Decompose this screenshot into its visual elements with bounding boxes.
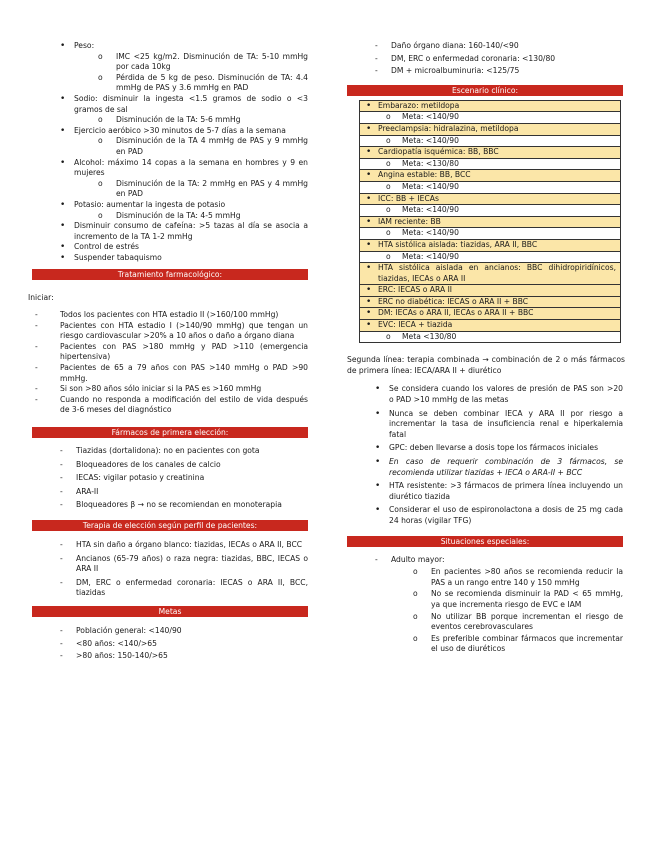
scenario-label: • HTA sistólica aislada: tiazidas, ARA II, BBC <box>364 240 616 251</box>
list-item: - Adulto mayor: <box>347 555 623 566</box>
list-item: - >80 años: 150-140/>65 <box>32 651 308 662</box>
scenario-meta-cell <box>360 158 621 170</box>
list-item: - Bloqueadores de los canales de calcio <box>32 460 308 471</box>
list-item: o No se recomienda disminuir la PAD < 65 mmHg, ya que incrementa riesgo de EVC e IAM <box>347 589 623 610</box>
scenario-meta-cell <box>360 135 621 147</box>
list-item: - DM + microalbuminuria: <125/75 <box>347 66 623 77</box>
scenario-cell <box>360 170 621 182</box>
list-item: - Cuando no responda a modificación del estilo de vida después de 3-6 meses del diagnóstico <box>32 395 308 416</box>
scenario-label: • Cardiopatía isquémica: BB, BBC <box>364 147 616 158</box>
table-row <box>360 320 621 332</box>
list-item: o IMC <25 kg/m2. Disminución de TA: 5-10 mmHg por cada 10kg <box>32 52 308 73</box>
table-row <box>360 285 621 297</box>
list-item: - IECAS: vigilar potasio y creatinina <box>32 473 308 484</box>
list-item: - Daño órgano diana: 160-140/<90 <box>347 41 623 52</box>
scenario-cell <box>360 193 621 205</box>
list-item: • Se considera cuando los valores de presión de PAS son >20 o PAD >10 mmHg de las metas <box>347 384 623 405</box>
scenario-cell <box>360 296 621 308</box>
scenario-cell <box>360 216 621 228</box>
list-item: - ARA-II <box>32 487 308 498</box>
list-item: • Suspender tabaquismo <box>32 253 308 264</box>
situaciones-list <box>347 555 623 655</box>
table-row <box>360 228 621 240</box>
right-column <box>347 0 623 655</box>
scenario-label: • ICC: BB + IECAs <box>364 194 616 205</box>
table-row <box>360 239 621 251</box>
table-row <box>360 123 621 135</box>
list-item: - Pacientes con HTA estadio I (>140/90 mmHg) que tengan un riesgo cardiovascular >20% a 10 años o daño a órgano diana <box>32 321 308 342</box>
list-item: • Peso: <box>32 41 308 52</box>
table-row <box>360 263 621 285</box>
scenario-label: • EVC: IECA + tiazida <box>364 320 616 331</box>
list-item: - <80 años: <140/>65 <box>32 639 308 650</box>
list-item: - Todos los pacientes con HTA estadio II (>160/100 mmHg) <box>32 310 308 321</box>
left-column <box>28 0 308 662</box>
table-row <box>360 216 621 228</box>
metas-list <box>32 626 308 662</box>
list-item: o Pérdida de 5 kg de peso. Disminución de TA: 4.4 mmHg de PAS y 3.6 mmHg en PAD <box>32 73 308 94</box>
section-header-situaciones: Situaciones especiales: <box>347 536 623 547</box>
list-item: - Pacientes con PAS >180 mmHg y PAD >110 (emergencia hipertensiva) <box>32 342 308 363</box>
scenario-meta-cell <box>360 331 621 343</box>
scenario-meta-cell <box>360 181 621 193</box>
list-item: • GPC: deben llevarse a dosis tope los fármacos iniciales <box>347 443 623 454</box>
table-row <box>360 193 621 205</box>
list-item: o Disminución de la TA: 4-5 mmHg <box>32 211 308 222</box>
list-item: o No utilizar BB porque incrementan el riesgo de eventos cerebrovasculares <box>347 612 623 633</box>
table-row <box>360 135 621 147</box>
scenario-meta-cell <box>360 112 621 124</box>
section-header-tratamiento: Tratamiento farmacológico: <box>32 269 308 280</box>
table-row <box>360 308 621 320</box>
list-item: • En caso de requerir combinación de 3 fármacos, se recomienda utilizar tiazidas + IECA o ARA-II + BCC <box>347 457 623 478</box>
metas-continued-list <box>347 41 623 77</box>
list-item: - DM, ERC o enfermedad coronaria: <130/80 <box>347 54 623 65</box>
tratamiento-list <box>32 310 308 416</box>
farmacos-list <box>32 446 308 511</box>
scenario-label: • Embarazo: metildopa <box>364 101 616 112</box>
scenario-cell <box>360 100 621 112</box>
table-row <box>360 158 621 170</box>
list-item: • Alcohol: máximo 14 copas a la semana en hombres y 9 en mujeres <box>32 158 308 179</box>
section-header-metas: Metas <box>32 606 308 617</box>
segunda-linea-text: Segunda línea: terapia combinada → combinación de 2 o más fármacos de primera línea: IECA/ARA II + diurético <box>347 355 625 375</box>
section-header-terapia: Terapia de elección según perfil de pacientes: <box>32 520 308 531</box>
scenario-meta: o Meta: <130/80 <box>364 159 616 170</box>
list-item: • HTA resistente: >3 fármacos de primera línea incluyendo un diurético tiazida <box>347 481 623 502</box>
table-row <box>360 100 621 112</box>
list-item: o Es preferible combinar fármacos que incrementar el uso de diuréticos <box>347 634 623 655</box>
list-item: - HTA sin daño a órgano blanco: tiazidas, IECAs o ARA II, BCC <box>32 540 308 551</box>
table-row <box>360 170 621 182</box>
list-item: - Tiazidas (dortalidona): no en pacientes con gota <box>32 446 308 457</box>
list-item: o En pacientes >80 años se recomienda reducir la PAS a un rango entre 140 y 150 mmHg <box>347 567 623 588</box>
scenario-label: • Preeclampsia: hidralazina, metildopa <box>364 124 616 135</box>
list-item: • Sodio: disminuir la ingesta <1.5 gramos de sodio o <3 gramos de sal <box>32 94 308 115</box>
combinacion-list <box>347 384 623 526</box>
scenario-meta: o Meta: <140/90 <box>364 136 616 147</box>
scenario-cell <box>360 123 621 135</box>
scenario-meta-cell <box>360 251 621 263</box>
list-item: • Considerar el uso de espironolactona a dosis de 25 mg cada 24 horas (vigilar TFG) <box>347 505 623 526</box>
scenario-cell <box>360 239 621 251</box>
terapia-list <box>32 540 308 599</box>
list-item: o Disminución de la TA 4 mmHg de PAS y 9 mmHg en PAD <box>32 136 308 157</box>
scenario-meta: o Meta: <140/90 <box>364 252 616 263</box>
scenario-cell <box>360 320 621 332</box>
list-item: - Población general: <140/90 <box>32 626 308 637</box>
scenario-meta: o Meta <130/80 <box>364 332 616 343</box>
list-item: - Si son >80 años sólo iniciar si la PAS es >160 mmHg <box>32 384 308 395</box>
list-item: - Bloqueadores β → no se recomiendan en monoterapia <box>32 500 308 511</box>
table-row <box>360 147 621 159</box>
scenario-cell <box>360 285 621 297</box>
scenario-label: • ERC: IECAS o ARA II <box>364 285 616 296</box>
table-row <box>360 181 621 193</box>
table-row <box>360 112 621 124</box>
list-item: • Potasio: aumentar la ingesta de potasio <box>32 200 308 211</box>
list-item: • Disminuir consumo de cafeína: >5 tazas al día se asocia a incremento de la TA 1-2 mmHg <box>32 221 308 242</box>
lifestyle-list <box>32 41 308 263</box>
table-row <box>360 205 621 217</box>
scenario-cell <box>360 263 621 285</box>
section-header-farmacos: Fármacos de primera elección: <box>32 427 308 438</box>
scenario-label: • DM: IECAs o ARA II, IECAs o ARA II + BBC <box>364 308 616 319</box>
scenario-meta-cell <box>360 205 621 217</box>
list-item: - DM, ERC o enfermedad coronaria: IECAS o ARA II, BCC, tiazidas <box>32 578 308 599</box>
scenario-meta: o Meta: <140/90 <box>364 112 616 123</box>
list-item: o Disminución de la TA: 5-6 mmHg <box>32 115 308 126</box>
scenario-label: • Angina estable: BB, BCC <box>364 170 616 181</box>
list-item: • Ejercicio aeróbico >30 minutos de 5-7 días a la semana <box>32 126 308 137</box>
table-row <box>360 251 621 263</box>
table-row <box>360 331 621 343</box>
scenario-label: • HTA sistólica aislada en ancianos: BBC dihidropiridínicos, tiazidas, IECAs o ARA II <box>364 263 616 284</box>
list-item: - Ancianos (65-79 años) o raza negra: tiazidas, BBC, IECAS o ARA II <box>32 554 308 575</box>
scenario-meta-cell <box>360 228 621 240</box>
scenario-cell <box>360 147 621 159</box>
escenario-table <box>359 100 621 343</box>
scenario-meta: o Meta: <140/90 <box>364 228 616 239</box>
list-item: - Pacientes de 65 a 79 años con PAS >140 mmHg o PAD >90 mmHg. <box>32 363 308 384</box>
scenario-label: • IAM reciente: BB <box>364 217 616 228</box>
scenario-label: • ERC no diabética: IECAS o ARA II + BBC <box>364 297 616 308</box>
scenario-meta: o Meta: <140/90 <box>364 182 616 193</box>
list-item: • Nunca se deben combinar IECA y ARA II por riesgo a incrementar la tasa de insuficiencia renal e hiperkalemia fatal <box>347 409 623 441</box>
table-row <box>360 296 621 308</box>
section-header-escenario: Escenario clínico: <box>347 85 623 96</box>
scenario-meta: o Meta: <140/90 <box>364 205 616 216</box>
list-item: • Control de estrés <box>32 242 308 253</box>
iniciar-label: Iniciar: <box>28 293 54 303</box>
list-item: o Disminución de la TA: 2 mmHg en PAS y 4 mmHg en PAD <box>32 179 308 200</box>
scenario-cell <box>360 308 621 320</box>
